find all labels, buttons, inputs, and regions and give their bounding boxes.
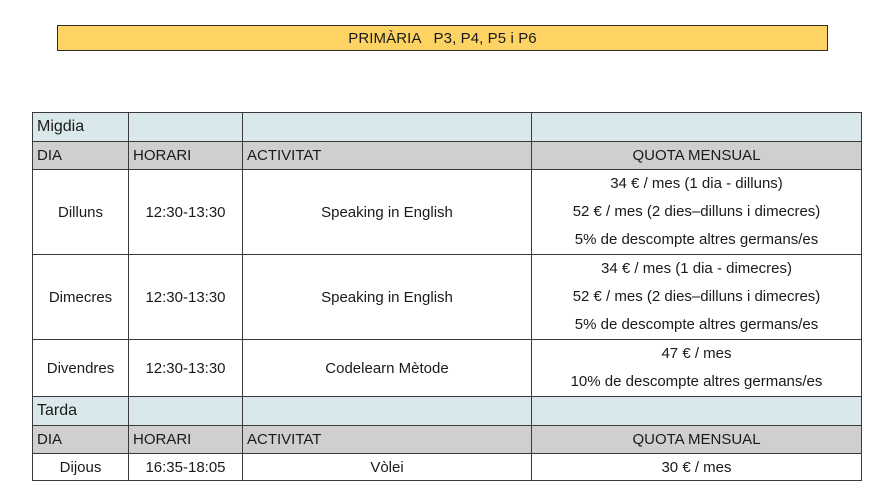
empty-cell — [532, 113, 862, 142]
cell-dia: Dilluns — [33, 170, 129, 255]
table-row — [33, 170, 862, 255]
quota-line: 34 € / mes (1 dia - dilluns) — [610, 175, 783, 192]
column-header-quota: QUOTA MENSUAL — [532, 142, 862, 170]
column-header-activitat: ACTIVITAT — [243, 426, 532, 454]
column-header-quota: QUOTA MENSUAL — [532, 426, 862, 454]
cell-dia: Divendres — [33, 340, 129, 397]
cell-quota — [532, 170, 862, 255]
cell-activitat: Speaking in English — [243, 255, 532, 340]
quota-line: 52 € / mes (2 dies–dilluns i dimecres) — [572, 203, 821, 220]
table-row — [33, 255, 862, 340]
quota-line: 5% de descompte altres germans/es — [574, 316, 819, 333]
cell-activitat: Vòlei — [243, 454, 532, 481]
quota-line: 34 € / mes (1 dia - dimecres) — [601, 260, 792, 277]
column-header-dia: DIA — [33, 142, 129, 170]
cell-horari: 12:30-13:30 — [129, 255, 243, 340]
table-row — [33, 340, 862, 397]
column-header-horari: HORARI — [129, 426, 243, 454]
empty-cell — [129, 397, 243, 426]
cell-activitat: Codelearn Mètode — [243, 340, 532, 397]
cell-dia: Dijous — [33, 454, 129, 481]
empty-cell — [129, 113, 243, 142]
schedule-table — [32, 112, 862, 481]
empty-cell — [243, 397, 532, 426]
cell-horari: 12:30-13:30 — [129, 340, 243, 397]
column-header-dia: DIA — [33, 426, 129, 454]
quota-line: 47 € / mes — [661, 345, 732, 362]
section-label: Migdia — [33, 113, 129, 142]
quota-line: 5% de descompte altres germans/es — [574, 231, 819, 248]
quota-line: 52 € / mes (2 dies–dilluns i dimecres) — [572, 288, 821, 305]
cell-activitat: Speaking in English — [243, 170, 532, 255]
cell-horari: 16:35-18:05 — [129, 454, 243, 481]
page-banner — [57, 25, 828, 51]
table-row — [33, 454, 862, 481]
column-header-activitat: ACTIVITAT — [243, 142, 532, 170]
cell-quota: 30 € / mes — [532, 454, 862, 481]
quota-line: 10% de descompte altres germans/es — [570, 373, 823, 390]
cell-quota — [532, 340, 862, 397]
column-header-horari: HORARI — [129, 142, 243, 170]
banner-title: PRIMÀRIA P3, P4, P5 i P6 — [348, 29, 537, 47]
section-label: Tarda — [33, 397, 129, 426]
column-header-row — [33, 142, 862, 170]
section-header-migdia — [33, 113, 862, 142]
column-header-row — [33, 426, 862, 454]
cell-horari: 12:30-13:30 — [129, 170, 243, 255]
cell-dia: Dimecres — [33, 255, 129, 340]
empty-cell — [243, 113, 532, 142]
section-header-tarda — [33, 397, 862, 426]
empty-cell — [532, 397, 862, 426]
cell-quota — [532, 255, 862, 340]
